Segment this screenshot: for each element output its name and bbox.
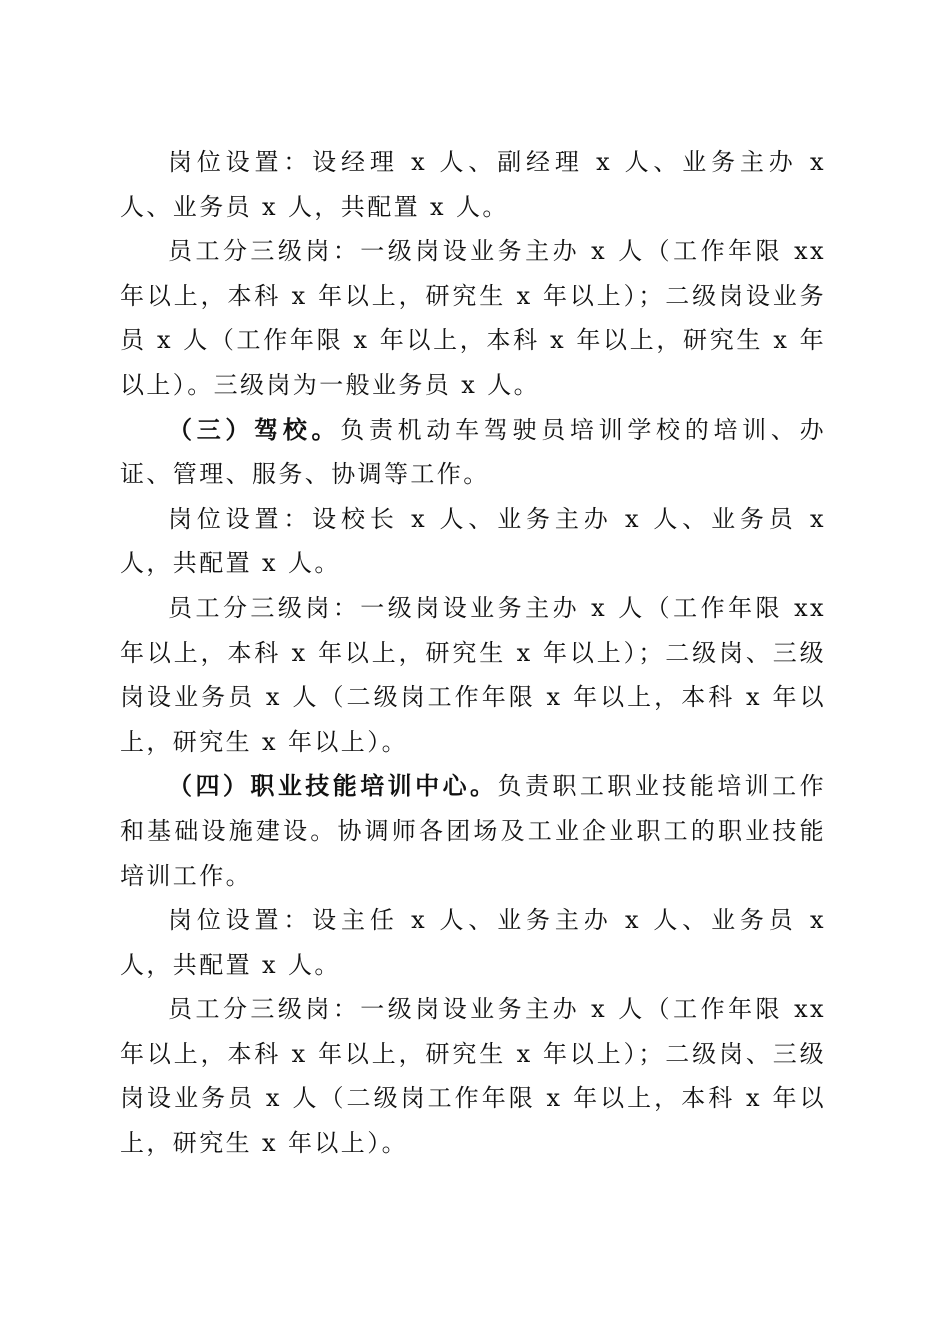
paragraph-driving-school-levels <box>120 586 826 764</box>
section-heading-driving-school: （三）驾校。 <box>168 414 341 444</box>
paragraph-text: 员工分三级岗：一级岗设业务主办 x 人（工作年限 xx 年以上，本科 x 年以上，研究生 x 年以上）；二级岗设业务员 x 人（工作年限 x 年以上，本科 x 年以上，研究生 x 年以上）。三级岗为一般业务员 x 人。 <box>120 237 826 399</box>
paragraph-driving-school-heading <box>120 408 826 497</box>
paragraph-training-center-levels <box>120 987 826 1165</box>
paragraph-driving-school-positions <box>120 497 826 586</box>
paragraph-text: 岗位设置：设校长 x 人、业务主办 x 人、业务员 x 人，共配置 x 人。 <box>120 504 826 578</box>
paragraph-text: 负责职工职业技能培训工作和基础设施建设。协调师各团场及工业企业职工的职业技能培训工作。 <box>120 772 826 890</box>
paragraph-text: 员工分三级岗：一级岗设业务主办 x 人（工作年限 xx 年以上，本科 x 年以上，研究生 x 年以上）；二级岗、三级岗设业务员 x 人（二级岗工作年限 x 年以上，本科 x 年以上，研究生 x 年以上）。 <box>120 593 826 756</box>
section-heading-training-center: （四）职业技能培训中心。 <box>168 771 498 801</box>
document-body <box>120 140 826 1166</box>
paragraph-jingli-levels <box>120 229 826 407</box>
paragraph-text: 岗位设置：设主任 x 人、业务主办 x 人、业务员 x 人，共配置 x 人。 <box>120 906 826 979</box>
paragraph-jingli-positions <box>120 140 826 229</box>
paragraph-text: 员工分三级岗：一级岗设业务主办 x 人（工作年限 xx 年以上，本科 x 年以上，研究生 x 年以上）；二级岗、三级岗设业务员 x 人（二级岗工作年限 x 年以上，本科 x 年以上，研究生 x 年以上）。 <box>120 995 826 1158</box>
paragraph-text: 岗位设置：设经理 x 人、副经理 x 人、业务主办 x 人、业务员 x 人，共配置 x 人。 <box>120 148 826 221</box>
paragraph-text: 负责机动车驾驶员培训学校的培训、办证、管理、服务、协调等工作。 <box>120 415 826 489</box>
paragraph-training-center-heading <box>120 764 826 898</box>
paragraph-training-center-positions <box>120 898 826 987</box>
